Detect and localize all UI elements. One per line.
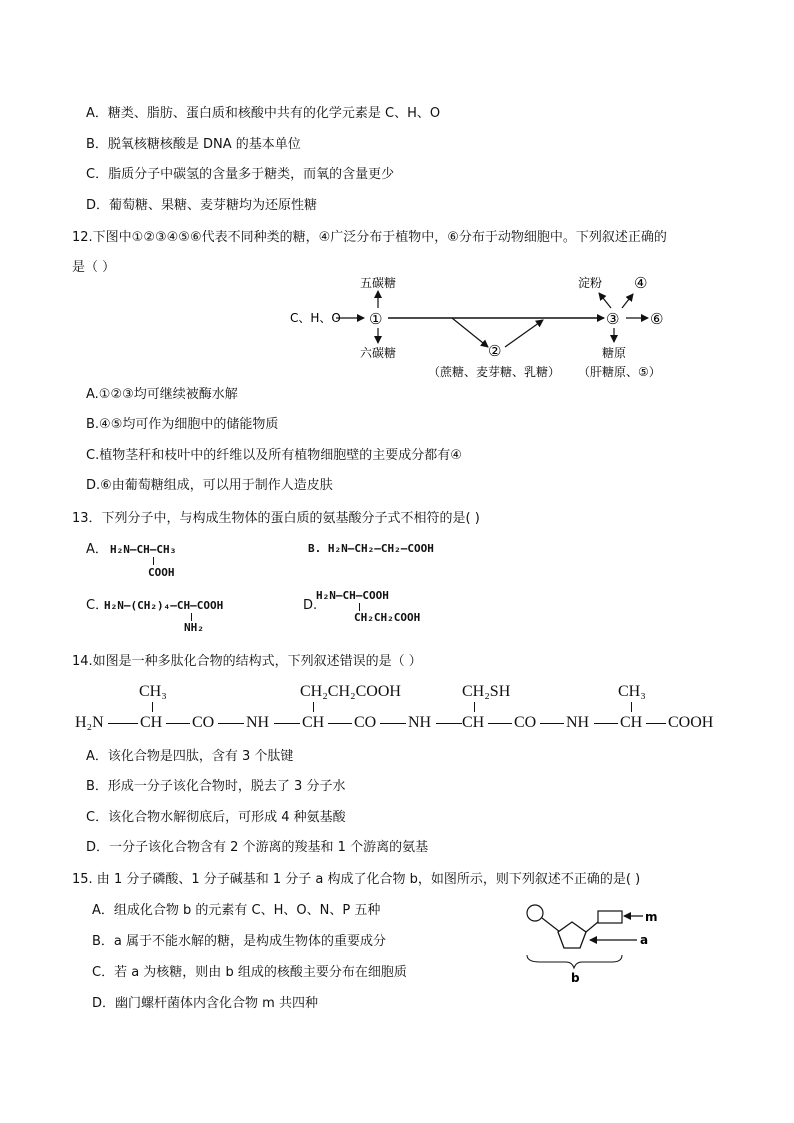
label-m: m [645,910,658,924]
q13-stem: 13．下列分子中，与构成生物体的蛋白质的氨基酸分子式不相符的是( ) [72,511,480,526]
q13-option-d-label: D. [303,598,318,613]
q14-stem: 14.如图是一种多肽化合物的结构式，下列叙述错误的是（ ） [72,654,422,669]
phosphate-bond [542,918,560,932]
peptide-co-1: CO [192,714,215,731]
brace-b [527,955,622,968]
diagram-node-2: ② [488,342,502,360]
q12-option-d: D.⑥由葡萄糖组成，可以用于制作人造皮肤 [86,478,333,493]
diagram-node-3: ③ [606,310,620,328]
peptide-co-3: CO [514,714,537,731]
base-rect [598,911,622,923]
q13-option-a-side: COOH [148,566,175,579]
q15-option-c: C．若 a 为核糖，则由 b 组成的核酸主要分布在细胞质 [92,965,407,980]
q15-option-d: D．幽门螺杆菌体内含化合物 m 共四种 [92,996,318,1011]
peptide-side-3: CH₂SH [462,683,511,700]
q13-option-d-formula: H₂N—CH—COOH [316,589,389,602]
phosphate-circle [527,905,543,921]
peptide-ch-4: CH [620,714,643,731]
q15-option-a: A．组成化合物 b 的元素有 C、H、O、N、P 五种 [92,903,381,918]
q14-option-a: A．该化合物是四肽，含有 3 个肽键 [86,749,294,764]
peptide-ch-3: CH [462,714,485,731]
q14-option-b: B．形成一分子该化合物时，脱去了 3 分子水 [86,779,346,794]
diagram-node-6: ⑥ [650,310,664,328]
q13-option-c-label: C． [86,598,109,613]
q15-option-b: B．a 属于不能水解的糖，是构成生物体的重要成分 [92,934,387,949]
diagram-disaccharides: （蔗糖、麦芽糖、乳糖） [428,365,561,379]
q11-option-a: A．糖类、脂肪、蛋白质和核酸中共有的化学元素是 C、H、O [86,106,441,121]
peptide-amino-terminus: H₂N [75,714,104,731]
peptide-side-1: CH₃ [139,683,167,700]
q15-stem: 15. 由 1 分子磷酸、1 分子碱基和 1 分子 a 构成了化合物 b，如图所示，则下列叙述不正确的是( ) [72,872,641,887]
q14-option-c: C．该化合物水解彻底后，可形成 4 种氨基酸 [86,810,346,825]
diagram-glycogen-types: （肝糖原、⑤） [578,365,661,379]
base-bond [586,922,598,932]
peptide-side-4: CH₃ [618,683,646,700]
q11-option-b: B．脱氧核糖核酸是 DNA 的基本单位 [86,137,301,152]
diagram-start-elements: C、H、O [290,311,341,325]
peptide-ch-2: CH [302,714,325,731]
peptide-nh-3: NH [566,714,590,731]
q11-option-d: D．葡萄糖、果糖、麦芽糖均为还原性糖 [86,198,318,213]
label-b: b [571,971,580,985]
q11-option-c: C．脂质分子中碳氢的含量多于糖类，而氧的含量更少 [86,167,395,182]
diagram-glycogen: 糖原 [602,346,627,360]
q12-stem-line1: 12.下图中①②③④⑤⑥代表不同种类的糖，④广泛分布于植物中，⑥分布于动物细胞中。下列叙述正确的 [72,230,667,245]
label-a: a [640,933,649,947]
pentose-ring [558,922,586,948]
diagram-node-1: ① [369,310,383,328]
peptide-ch-1: CH [140,714,163,731]
q13-option-a-formula: H₂N—CH—CH₃ [110,543,177,556]
q13-option-a-label: A． [86,542,108,557]
peptide-nh-1: NH [246,714,270,731]
peptide-co-2: CO [354,714,377,731]
diagram-node-4: ④ [634,274,648,292]
q13-option-c-formula: H₂N—(CH₂)₄—CH—COOH [104,599,224,612]
diagram-hexose: 六碳糖 [360,346,397,360]
diagram-starch: 淀粉 [578,276,603,290]
peptide-carboxyl-terminus: COOH [668,714,714,731]
peptide-side-2: CH₂CH₂COOH [300,683,401,700]
q12-option-a: A.①②③均可继续被酶水解 [86,387,238,402]
diagram-pentose: 五碳糖 [360,276,397,290]
q12-stem-line2: 是（ ） [72,260,116,275]
q13-option-d-side: CH₂CH₂COOH [354,611,421,624]
q14-option-d: D．一分子该化合物含有 2 个游离的羧基和 1 个游离的氨基 [86,840,429,855]
q13-option-b: B. H₂N—CH₂—CH₂—COOH [308,542,434,555]
peptide-nh-2: NH [408,714,432,731]
q12-option-c: C.植物茎秆和枝叶中的纤维以及所有植物细胞壁的主要成分都有④ [86,448,462,463]
q13-option-c-side: NH₂ [184,621,204,634]
q12-option-b: B.④⑤均可作为细胞中的储能物质 [86,417,279,432]
